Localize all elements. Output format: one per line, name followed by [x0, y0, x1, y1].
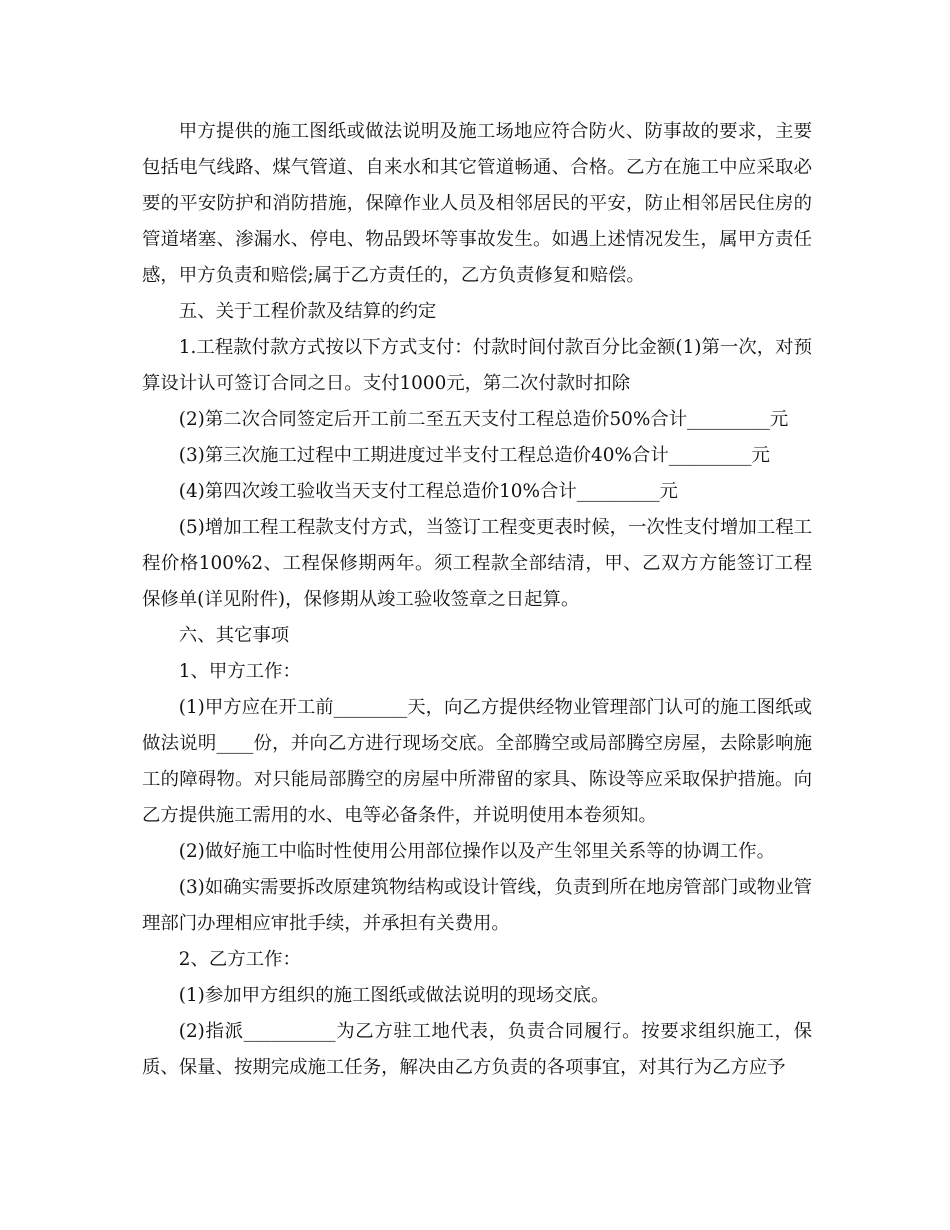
- paragraph-payment-fourth: (4)第四次竣工验收当天支付工程总造价10%合计_________元: [178, 481, 678, 502]
- paragraph-party-a-item-3: (3)如确实需要拆改原建筑物结构或设计管线，负责到所在地房管部门或物业管理部门办理相应审批手续，并承担有关费用。: [142, 877, 812, 934]
- paragraph-party-b-item-2: (2)指派__________为乙方驻工地代表，负责合同履行。按要求组织施工，保质、保量、按期完成施工任务，解决由乙方负责的各项事宜，对其行为乙方应予: [142, 1021, 812, 1078]
- paragraph-party-a-item-2: (2)做好施工中临时性使用公用部位操作以及产生邻里关系等的协调工作。: [178, 841, 775, 862]
- paragraph-payment-method: 1.工程款付款方式按以下方式支付：付款时间付款百分比金额(1)第一次，对预算设计认可签订合同之日。支付1000元，第二次付款时扣除: [142, 337, 812, 394]
- paragraph-safety-requirements: 甲方提供的施工图纸或做法说明及施工场地应符合防火、防事故的要求，主要包括电气线路、煤气管道、自来水和其它管道畅通、合格。乙方在施工中应采取必要的平安防护和消防措施，保障作业人员及相邻居民的平安，防止相邻居民住房的管道堵塞、渗漏水、停电、物品毁坏等事故发生。如遇上述情况发生，属甲方责任感，甲方负责和赔偿;属于乙方责任的，乙方负责修复和赔偿。: [142, 121, 812, 286]
- paragraph-party-b-item-1: (1)参加甲方组织的施工图纸或做法说明的现场交底。: [178, 985, 610, 1006]
- subheading-party-a-work: 1、甲方工作：: [178, 661, 301, 682]
- paragraph-payment-third: (3)第三次施工过程中工期进度过半支付工程总造价40%合计_________元: [178, 445, 770, 466]
- subheading-party-b-work: 2、乙方工作：: [178, 949, 301, 970]
- section-heading-other-matters: 六、其它事项: [178, 625, 290, 646]
- paragraph-payment-second: (2)第二次合同签定后开工前二至五天支付工程总造价50%合计_________元: [178, 409, 789, 430]
- section-heading-payment: 五、关于工程价款及结算的约定: [178, 301, 437, 322]
- paragraph-payment-additional: (5)增加工程工程款支付方式，当签订工程变更表时候，一次性支付增加工程工程价格100%2、工程保修期两年。须工程款全部结清，甲、乙双方方能签订工程保修单(详见附件)，保修期从竣工验收签章之日起算。: [142, 517, 812, 610]
- document-body: [142, 114, 812, 1086]
- paragraph-party-a-item-1: (1)甲方应在开工前________天，向乙方提供经物业管理部门认可的施工图纸或做法说明____份，并向乙方进行现场交底。全部腾空或局部腾空房屋，去除影响施工的障碍物。对只能局部腾空的房屋中所滞留的家具、陈设等应采取保护措施。向乙方提供施工需用的水、电等必备条件，并说明使用本卷须知。: [142, 697, 812, 826]
